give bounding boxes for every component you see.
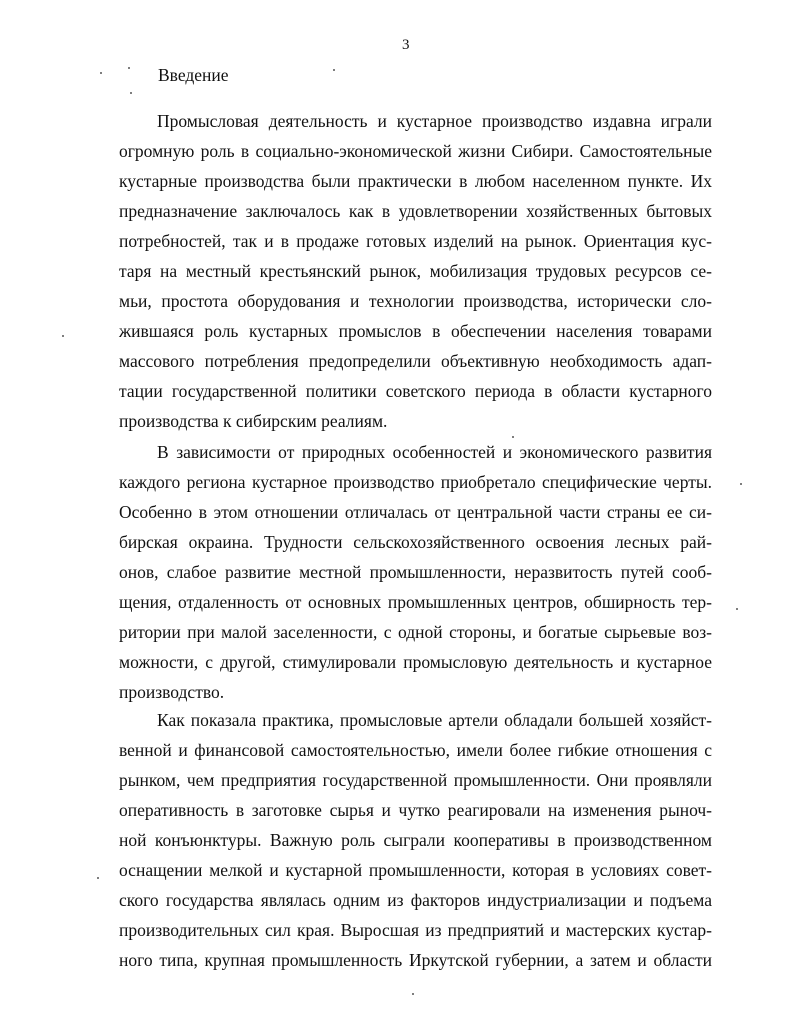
scan-speck [333,69,335,71]
scan-speck [412,993,414,995]
text-line: ритории при малой заселенности, с одной стороны, и богатые сырьевые воз- [119,622,712,642]
text-line: мьи, простота оборудования и технологии производства, исторически сло- [119,291,712,311]
text-line: венной и финансовой самостоятельностью, имели более гибкие отношения с [119,740,712,760]
scan-speck [130,92,132,94]
paragraph-1 [119,106,712,436]
section-heading: Введение [158,65,229,85]
text-line: оснащении мелкой и кустарной промышленности, которая в условиях совет- [119,860,712,880]
text-line: жившаяся роль кустарных промыслов в обеспечении населения товарами [119,321,712,341]
text-line: оперативность в заготовке сырья и чутко реагировали на изменения рыноч- [119,800,712,820]
paragraph-3 [119,705,712,975]
scan-speck [97,877,99,879]
text-line: ского государства являлась одним из факторов индустриализации и подъема [119,890,712,910]
text-line: производства к сибирским реалиям. [119,411,388,431]
scan-speck [512,436,514,438]
text-line: предназначение заключалось как в удовлетворении хозяйственных бытовых [119,201,712,221]
text-line: тации государственной политики советского периода в области кустарного [119,381,712,401]
text-line: массового потребления предопределили объективную необходимость адап- [119,351,712,371]
scan-speck [100,72,102,74]
text-line: бирская окраина. Трудности сельскохозяйственного освоения лесных рай- [119,532,712,552]
text-line: рынком, чем предприятия государственной промышленности. Они проявляли [119,770,712,790]
scan-speck [62,335,64,337]
text-line: таря на местный крестьянский рынок, мобилизация трудовых ресурсов се- [119,261,712,281]
text-line: В зависимости от природных особенностей и экономического развития [157,442,712,462]
paragraph-2 [119,437,712,707]
text-line: онов, слабое развитие местной промышленности, неразвитость путей сооб- [119,562,712,582]
text-line: Промысловая деятельность и кустарное производство издавна играли [157,111,712,131]
scan-speck [128,67,130,69]
text-line: потребностей, так и в продаже готовых изделий на рынок. Ориентация кус- [119,231,712,251]
text-line: можности, с другой, стимулировали промысловую деятельность и кустарное [119,652,712,672]
text-line: кустарные производства были практически в любом населенном пункте. Их [119,171,712,191]
text-line: Особенно в этом отношении отличалась от центральной части страны ее си- [119,502,712,522]
text-line: Как показала практика, промысловые артели обладали большей хозяйст- [157,710,712,730]
text-line: ной конъюнктуры. Важную роль сыграли кооперативы в производственном [119,830,712,850]
page-number: 3 [402,37,410,53]
scan-speck [740,483,742,485]
scan-speck [736,608,738,610]
text-line: огромную роль в социально-экономической жизни Сибири. Самостоятельные [119,141,712,161]
text-line: производство. [119,682,225,702]
text-line: производительных сил края. Выросшая из предприятий и мастерских кустар- [119,920,712,940]
text-line: щения, отдаленность от основных промышленных центров, обширность тер- [119,592,712,612]
text-line: каждого региона кустарное производство приобретало специфические черты. [119,472,712,492]
text-line: ного типа, крупная промышленность Иркутской губернии, а затем и области [119,950,712,970]
